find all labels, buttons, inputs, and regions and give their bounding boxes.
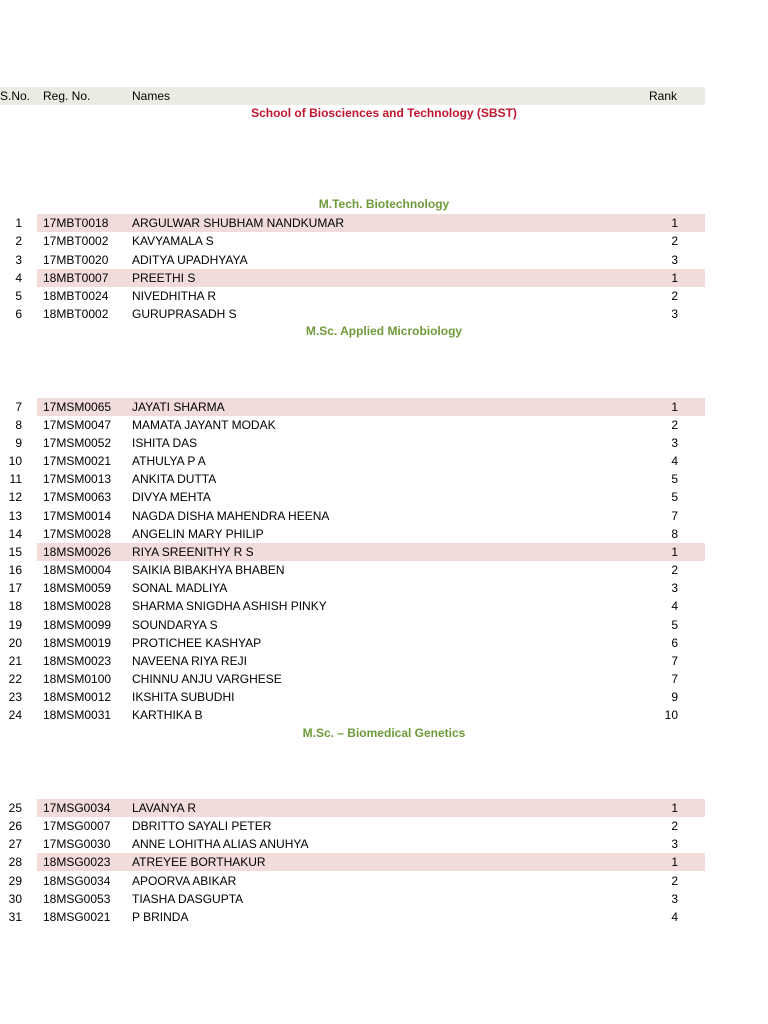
- cell-name: DBRITTO SAYALI PETER: [132, 819, 272, 833]
- table-row: [0, 525, 705, 543]
- table-row: [0, 670, 705, 688]
- cell-rank: 5: [671, 490, 678, 504]
- table-row: [0, 688, 705, 706]
- cell-sno: 20: [8, 636, 22, 650]
- table-row: [0, 890, 705, 908]
- table-row: [0, 214, 705, 232]
- cell-rank: 6: [671, 636, 678, 650]
- cell-reg-no: 18MSM0026: [43, 545, 112, 559]
- cell-sno: 8: [15, 418, 22, 432]
- cell-sno: 1: [15, 216, 22, 230]
- cell-reg-no: 17MSM0065: [43, 400, 112, 414]
- table-row: [0, 305, 705, 323]
- table-row: [0, 251, 705, 269]
- cell-sno: 22: [8, 672, 22, 686]
- table-row: [0, 488, 705, 506]
- cell-name: ANNE LOHITHA ALIAS ANUHYA: [132, 837, 309, 851]
- cell-sno: 11: [9, 472, 22, 486]
- cell-rank: 3: [671, 436, 678, 450]
- cell-rank: 2: [671, 289, 678, 303]
- table-row: [0, 616, 705, 634]
- cell-sno: 23: [8, 690, 22, 704]
- cell-reg-no: 18MSM0031: [43, 708, 112, 722]
- table-row: [0, 416, 705, 434]
- table-row: [0, 817, 705, 835]
- cell-sno: 30: [8, 892, 22, 906]
- table-row: [0, 452, 705, 470]
- cell-sno: 14: [8, 527, 22, 541]
- cell-sno: 12: [8, 490, 22, 504]
- cell-reg-no: 17MSG0030: [43, 837, 111, 851]
- cell-rank: 2: [671, 819, 678, 833]
- cell-name: SHARMA SNIGDHA ASHISH PINKY: [132, 599, 327, 613]
- table-row: [0, 543, 705, 561]
- cell-reg-no: 18MBT0007: [43, 271, 109, 285]
- cell-name: ARGULWAR SHUBHAM NANDKUMAR: [132, 216, 345, 230]
- cell-name: P BRINDA: [132, 910, 189, 924]
- cell-reg-no: 18MSM0100: [43, 672, 112, 686]
- cell-reg-no: 17MSM0014: [43, 509, 112, 523]
- table-row: [0, 706, 705, 724]
- header-rank: Rank: [649, 89, 678, 103]
- cell-sno: 13: [8, 509, 22, 523]
- cell-reg-no: 18MSM0023: [43, 654, 112, 668]
- cell-name: ADITYA UPADHYAYA: [132, 253, 248, 267]
- cell-name: NAGDA DISHA MAHENDRA HEENA: [132, 509, 330, 523]
- table-row: [0, 507, 705, 525]
- cell-rank: 5: [671, 472, 678, 486]
- cell-sno: 25: [8, 801, 22, 815]
- cell-sno: 26: [8, 819, 22, 833]
- header-reg-no: Reg. No.: [43, 89, 91, 103]
- cell-reg-no: 17MSM0021: [43, 454, 112, 468]
- cell-name: DIVYA MEHTA: [132, 490, 211, 504]
- cell-sno: 7: [15, 400, 22, 414]
- cell-name: APOORVA ABIKAR: [132, 874, 237, 888]
- cell-rank: 4: [671, 454, 678, 468]
- cell-rank: 2: [671, 234, 678, 248]
- cell-reg-no: 17MSG0034: [43, 801, 111, 815]
- cell-name: ATREYEE BORTHAKUR: [132, 855, 266, 869]
- cell-reg-no: 18MSM0028: [43, 599, 112, 613]
- cell-rank: 2: [671, 418, 678, 432]
- cell-name: ATHULYA P A: [132, 454, 206, 468]
- cell-rank: 7: [671, 654, 678, 668]
- cell-name: SOUNDARYA S: [132, 618, 218, 632]
- cell-rank: 9: [671, 690, 678, 704]
- cell-sno: 19: [8, 618, 22, 632]
- cell-reg-no: 18MSM0099: [43, 618, 112, 632]
- cell-sno: 31: [8, 910, 22, 924]
- cell-reg-no: 18MBT0024: [43, 289, 109, 303]
- cell-rank: 10: [664, 708, 678, 722]
- cell-sno: 5: [15, 289, 22, 303]
- cell-name: MAMATA JAYANT MODAK: [132, 418, 276, 432]
- cell-reg-no: 18MSG0034: [43, 874, 111, 888]
- cell-name: NAVEENA RIYA REJI: [132, 654, 247, 668]
- cell-name: CHINNU ANJU VARGHESE: [132, 672, 282, 686]
- cell-rank: 2: [671, 874, 678, 888]
- table-row: [0, 835, 705, 853]
- cell-name: ISHITA DAS: [132, 436, 198, 450]
- cell-rank: 3: [671, 253, 678, 267]
- cell-name: KAVYAMALA S: [132, 234, 214, 248]
- cell-name: GURUPRASADH S: [132, 307, 237, 321]
- cell-sno: 10: [8, 454, 22, 468]
- cell-sno: 16: [8, 563, 22, 577]
- table-row: [0, 799, 705, 817]
- cell-name: LAVANYA R: [132, 801, 197, 815]
- table-row: [0, 287, 705, 305]
- program-title: M.Tech. Biotechnology: [318, 197, 450, 211]
- cell-name: ANGELIN MARY PHILIP: [132, 527, 264, 541]
- cell-sno: 15: [8, 545, 22, 559]
- cell-rank: 2: [671, 563, 678, 577]
- table-row: [0, 597, 705, 615]
- table-row: [0, 470, 705, 488]
- cell-name: SAIKIA BIBAKHYA BHABEN: [132, 563, 285, 577]
- cell-reg-no: 18MSG0023: [43, 855, 111, 869]
- cell-rank: 1: [671, 855, 678, 869]
- cell-rank: 1: [671, 801, 678, 815]
- cell-sno: 28: [8, 855, 22, 869]
- cell-rank: 4: [671, 599, 678, 613]
- table-row: [0, 634, 705, 652]
- cell-rank: 3: [671, 837, 678, 851]
- table-row: [0, 232, 705, 250]
- cell-rank: 7: [671, 672, 678, 686]
- header-sno: S.No.: [0, 89, 31, 103]
- program-title: M.Sc. Applied Microbiology: [305, 324, 463, 338]
- cell-sno: 24: [8, 708, 22, 722]
- cell-name: ANKITA DUTTA: [132, 472, 217, 486]
- cell-name: PREETHI S: [132, 271, 196, 285]
- cell-reg-no: 18MSM0019: [43, 636, 112, 650]
- cell-reg-no: 17MBT0002: [43, 234, 109, 248]
- cell-sno: 29: [8, 874, 22, 888]
- cell-sno: 2: [15, 234, 22, 248]
- cell-name: NIVEDHITHA R: [132, 289, 217, 303]
- table-row: [0, 398, 705, 416]
- table-row: [0, 908, 705, 926]
- table-row: [0, 652, 705, 670]
- cell-sno: 9: [15, 436, 22, 450]
- cell-reg-no: 18MSM0012: [43, 690, 112, 704]
- cell-reg-no: 18MSM0004: [43, 563, 112, 577]
- cell-reg-no: 18MSG0053: [43, 892, 111, 906]
- cell-name: KARTHIKA B: [132, 708, 203, 722]
- table-row: [0, 561, 705, 579]
- cell-reg-no: 18MSM0059: [43, 581, 112, 595]
- cell-rank: 3: [671, 892, 678, 906]
- table-row: [0, 853, 705, 871]
- cell-reg-no: 17MSM0052: [43, 436, 112, 450]
- cell-reg-no: 17MSM0013: [43, 472, 112, 486]
- cell-reg-no: 17MSG0007: [43, 819, 111, 833]
- cell-sno: 18: [8, 599, 22, 613]
- cell-reg-no: 17MBT0018: [43, 216, 109, 230]
- cell-rank: 7: [671, 509, 678, 523]
- table-row: [0, 434, 705, 452]
- cell-reg-no: 17MSM0047: [43, 418, 112, 432]
- cell-name: SONAL MADLIYA: [132, 581, 228, 595]
- cell-reg-no: 17MSM0028: [43, 527, 112, 541]
- cell-reg-no: 18MSG0021: [43, 910, 111, 924]
- table-row: [0, 579, 705, 597]
- cell-name: RIYA SREENITHY R S: [132, 545, 254, 559]
- cell-reg-no: 17MBT0020: [43, 253, 109, 267]
- table-row: [0, 872, 705, 890]
- header-names: Names: [132, 89, 171, 103]
- cell-reg-no: 18MBT0002: [43, 307, 109, 321]
- cell-rank: 3: [671, 307, 678, 321]
- cell-rank: 1: [671, 400, 678, 414]
- cell-sno: 17: [8, 581, 22, 595]
- cell-rank: 4: [671, 910, 678, 924]
- cell-rank: 5: [671, 618, 678, 632]
- cell-name: TIASHA DASGUPTA: [132, 892, 244, 906]
- cell-sno: 21: [8, 654, 22, 668]
- cell-rank: 1: [671, 271, 678, 285]
- cell-sno: 6: [15, 307, 22, 321]
- school-title: School of Biosciences and Technology (SBST): [251, 106, 517, 120]
- cell-sno: 4: [15, 271, 22, 285]
- table-row: [0, 269, 705, 287]
- program-title: M.Sc. – Biomedical Genetics: [302, 726, 466, 740]
- cell-rank: 1: [671, 545, 678, 559]
- cell-name: JAYATI SHARMA: [132, 400, 225, 414]
- cell-name: IKSHITA SUBUDHI: [132, 690, 235, 704]
- cell-name: PROTICHEE KASHYAP: [132, 636, 262, 650]
- cell-rank: 8: [671, 527, 678, 541]
- cell-rank: 3: [671, 581, 678, 595]
- cell-rank: 1: [671, 216, 678, 230]
- cell-sno: 27: [8, 837, 22, 851]
- cell-sno: 3: [15, 253, 22, 267]
- cell-reg-no: 17MSM0063: [43, 490, 112, 504]
- table-header: [0, 87, 705, 105]
